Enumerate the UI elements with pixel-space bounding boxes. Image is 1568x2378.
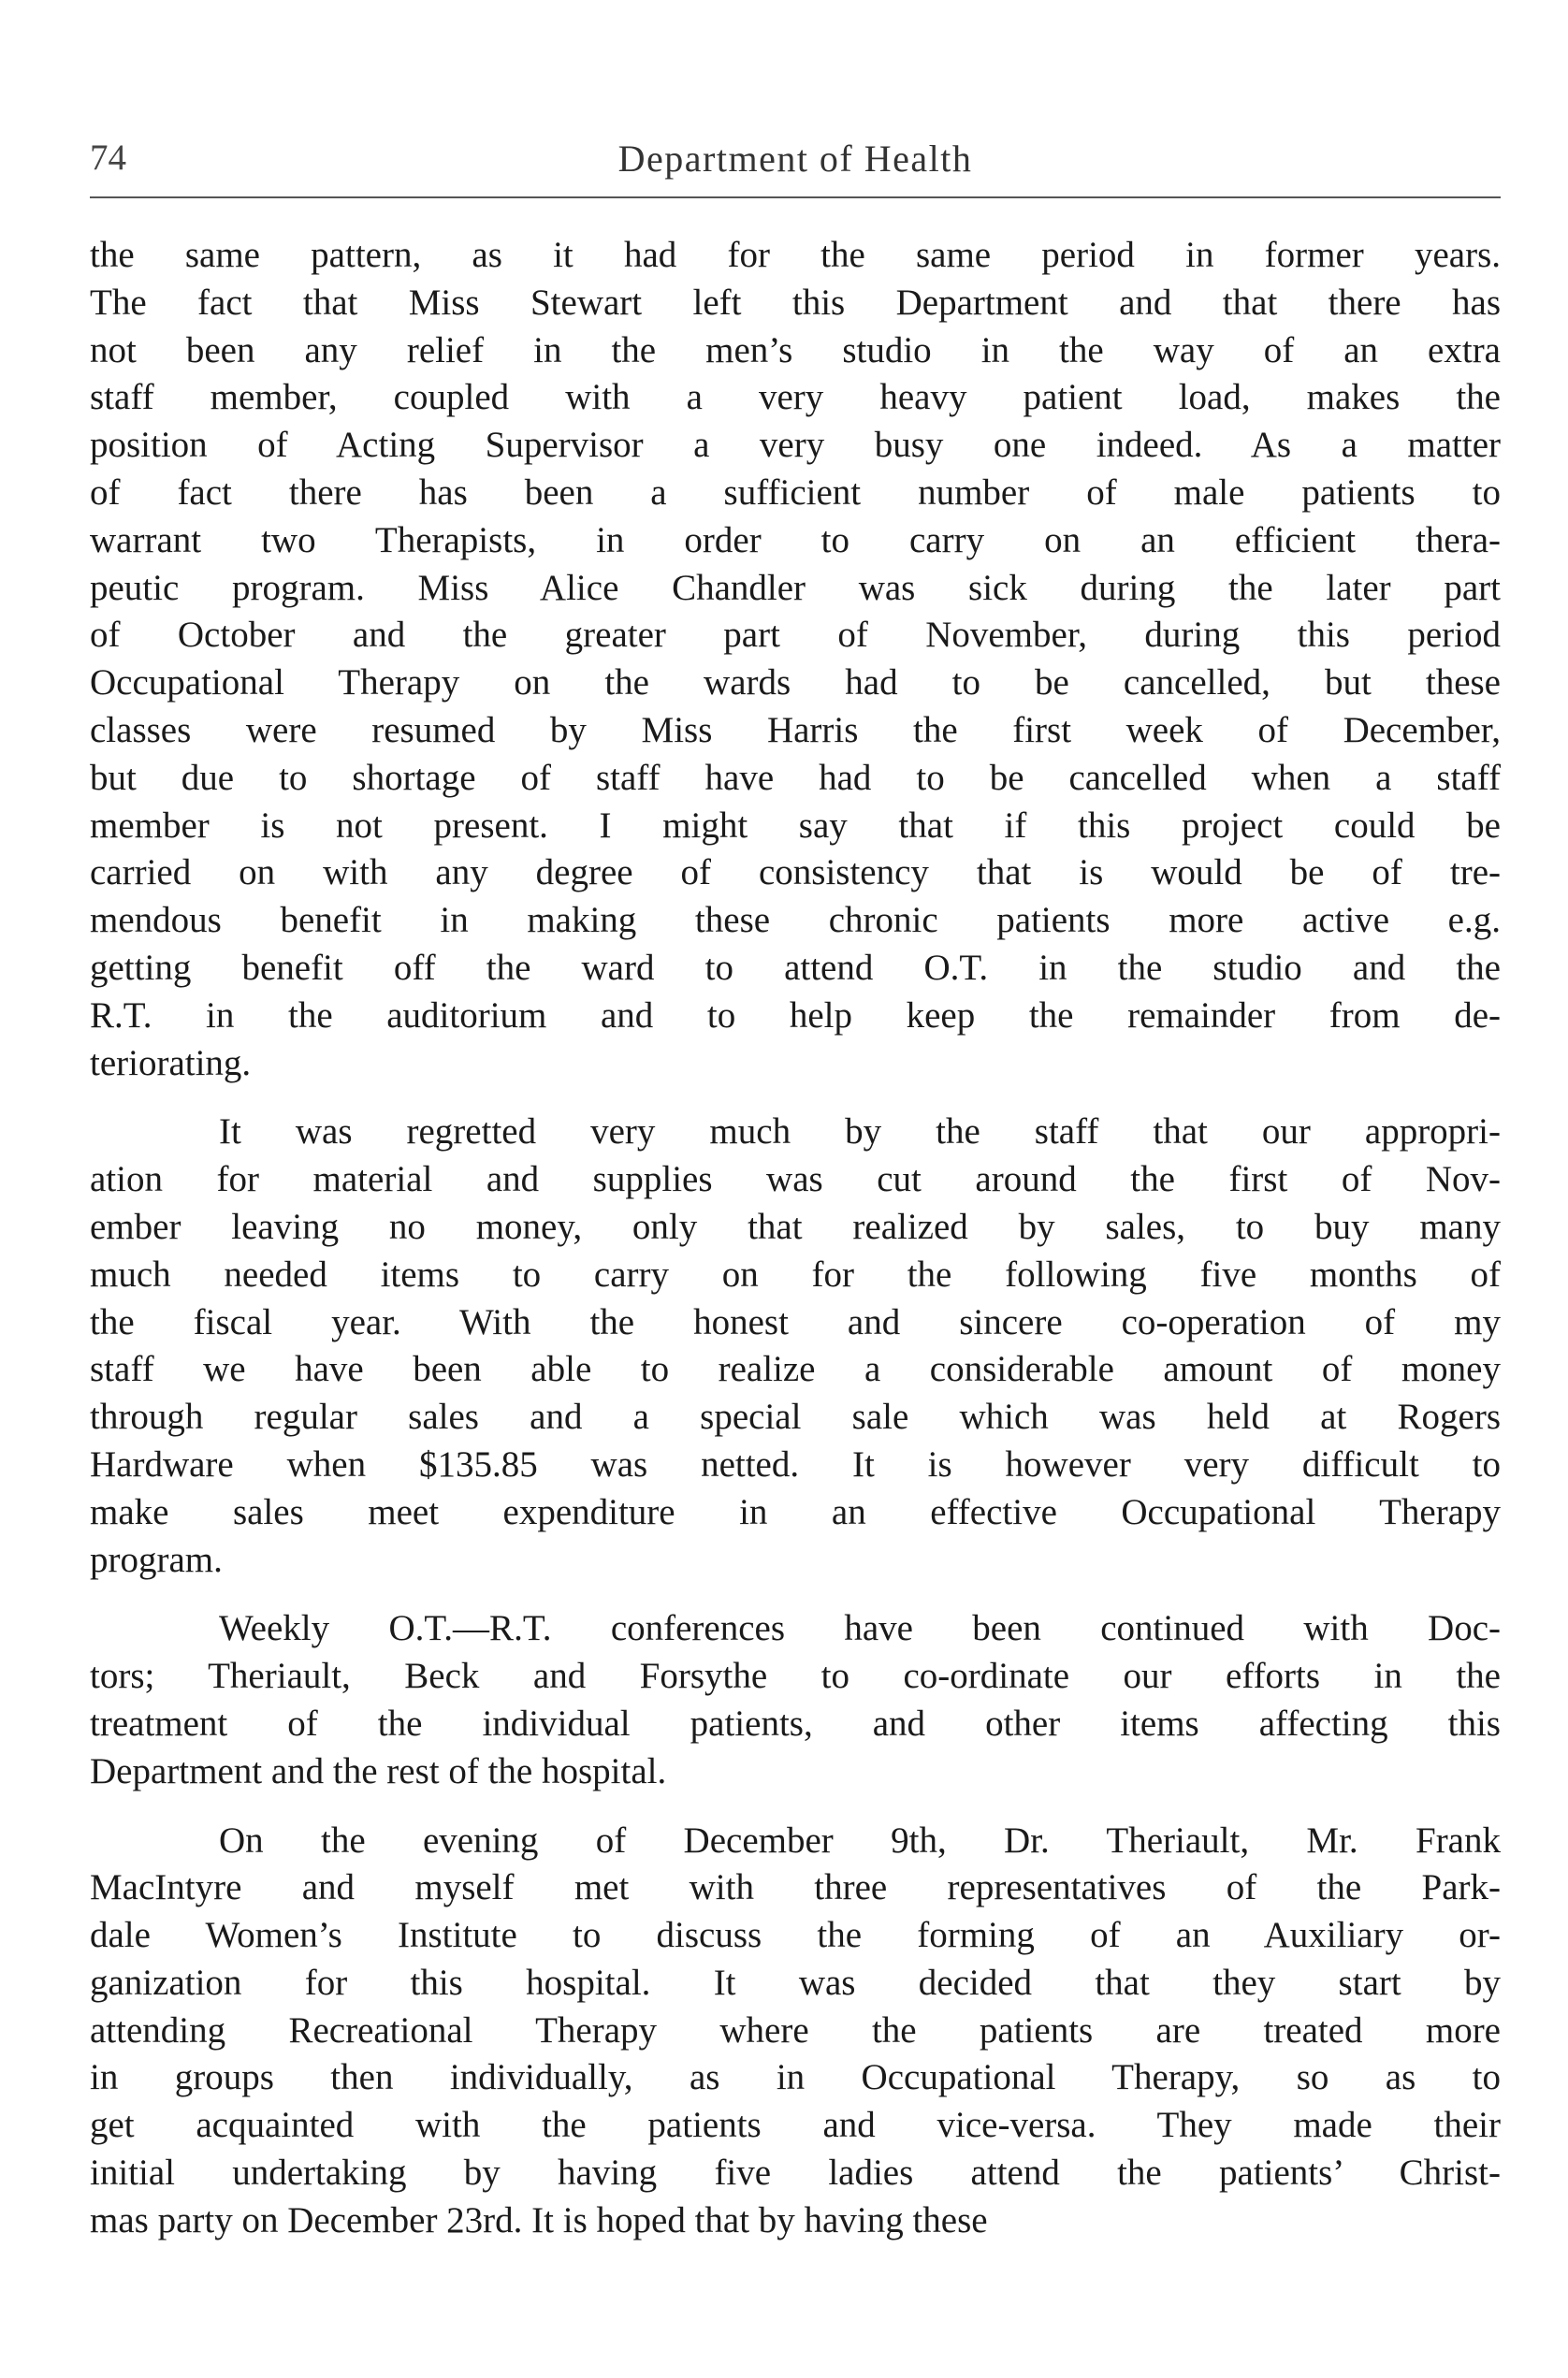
paragraph — [90, 1605, 1501, 1795]
text-line: Weekly O.T.—R.T. conferences have been continued with Doc- — [219, 1608, 1501, 1649]
text-line: Department and the rest of the hospital. — [90, 1750, 667, 1791]
text-line: initial undertaking by having five ladies attend the patients’ Christ- — [90, 2153, 1501, 2194]
text-line: position of Acting Supervisor a very busy one indeed. As a matter — [90, 425, 1501, 466]
paragraph — [90, 1818, 1501, 2245]
text-line: mendous benefit in making these chronic patients more active e.g. — [90, 900, 1501, 941]
text-line: Hardware when $135.85 was netted. It is however very difficult to — [90, 1443, 1501, 1485]
text-line: get acquainted with the patients and vice-versa. They made their — [90, 2105, 1501, 2146]
paragraph — [90, 1109, 1501, 1584]
text-line: teriorating. — [90, 1042, 252, 1083]
text-line: MacIntyre and myself met with three representatives of the Park- — [90, 1867, 1501, 1908]
paragraph — [90, 232, 1501, 1087]
text-line: On the evening of December 9th, Dr. Theriault, Mr. Frank — [219, 1820, 1501, 1861]
text-line: not been any relief in the men’s studio in the way of an extra — [90, 329, 1501, 370]
text-line: peutic program. Miss Alice Chandler was sick during the later part — [90, 567, 1501, 608]
text-line: program. — [90, 1539, 223, 1580]
body-text — [90, 232, 1501, 2245]
text-line: R.T. in the auditorium and to help keep the remainder from de- — [90, 994, 1501, 1036]
text-line: ganization for this hospital. It was decided that they start by — [90, 1962, 1501, 2003]
text-line: the fiscal year. With the honest and sincere co-operation of my — [90, 1301, 1501, 1342]
text-line: warrant two Therapists, in order to carry on an efficient thera- — [90, 519, 1501, 560]
text-line: It was regretted very much by the staff that our appropri- — [219, 1111, 1501, 1153]
text-line: but due to shortage of staff have had to be cancelled when a staff — [90, 757, 1501, 798]
text-line: carried on with any degree of consistency that is would be of tre- — [90, 852, 1501, 893]
header-rule — [90, 196, 1501, 198]
text-line: staff member, coupled with a very heavy patient load, makes the — [90, 377, 1501, 418]
text-line: dale Women’s Institute to discuss the forming of an Auxiliary or- — [90, 1915, 1501, 1956]
text-line: Occupational Therapy on the wards had to be cancelled, but these — [90, 662, 1501, 703]
text-line: ation for material and supplies was cut around the first of Nov- — [90, 1159, 1501, 1200]
text-line: much needed items to carry on for the following five months of — [90, 1254, 1501, 1295]
text-line: attending Recreational Therapy where the patients are treated more — [90, 2009, 1501, 2051]
text-line: staff we have been able to realize a considerable amount of money — [90, 1349, 1501, 1390]
text-line: make sales meet expenditure in an effective Occupational Therapy — [90, 1491, 1501, 1532]
page-header — [90, 131, 1501, 187]
text-line: classes were resumed by Miss Harris the first week of December, — [90, 709, 1501, 750]
text-line: in groups then individually, as in Occupational Therapy, so as to — [90, 2057, 1501, 2098]
text-line: of fact there has been a sufficient number of male patients to — [90, 471, 1501, 513]
text-line: through regular sales and a special sale which was held at Rogers — [90, 1397, 1501, 1438]
text-line: the same pattern, as it had for the same period in former years. — [90, 235, 1501, 275]
text-line: The fact that Miss Stewart left this Department and that there has — [90, 282, 1501, 323]
page-number: 74 — [90, 138, 126, 178]
text-line: of October and the greater part of November, during this period — [90, 615, 1501, 656]
text-line: ember leaving no money, only that realized by sales, to buy many — [90, 1206, 1501, 1247]
text-line: getting benefit off the ward to attend O.T. in the studio and the — [90, 947, 1501, 988]
text-line: mas party on December 23rd. It is hoped that by having these — [90, 2199, 988, 2240]
text-line: tors; Theriault, Beck and Forsythe to co-ordinate our efforts in the — [90, 1656, 1501, 1697]
text-line: member is not present. I might say that if this project could be — [90, 805, 1501, 846]
text-line: treatment of the individual patients, and other items affecting this — [90, 1703, 1501, 1744]
running-title: Department of Health — [617, 138, 973, 180]
